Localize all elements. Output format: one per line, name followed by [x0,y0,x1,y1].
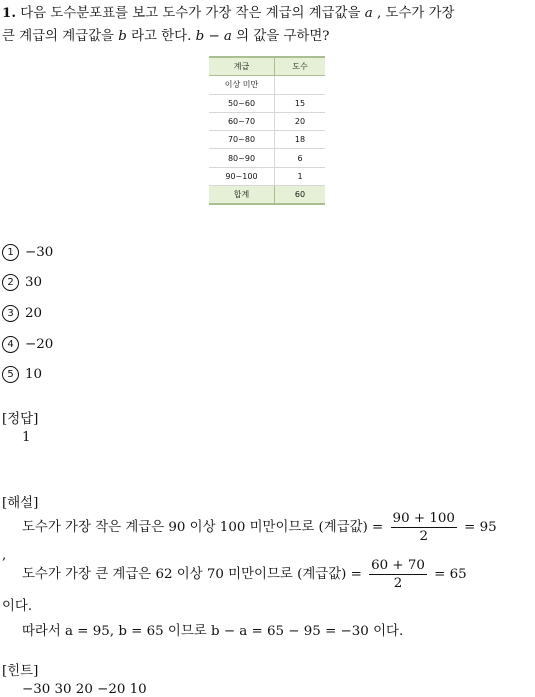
table-cell: 60~70 [209,112,275,130]
table-row [209,131,325,149]
explanation-result: = 95 [464,520,497,535]
table-header-frequency: 도수 [275,57,326,76]
table-cell: 50~60 [209,94,275,112]
expression-b-minus-a: b − a [195,29,232,44]
choice-text: 20 [25,306,43,321]
choice-text: −20 [25,337,54,352]
question-text [2,2,533,48]
explanation-text: 도수가 가장 작은 계급은 90 이상 100 미만이므로 (계급값) = [22,520,384,535]
table-row [209,112,325,130]
choice-text: 30 [25,275,43,290]
choice-3[interactable] [2,305,42,322]
variable-b: b [118,29,127,44]
table-cell: 90~100 [209,167,275,185]
question-line1-text: 다음 도수분포표를 보고 도수가 가장 작은 계급의 계급값을 [20,6,365,21]
table-row [209,167,325,185]
explanation-comma: , [2,548,7,563]
fraction-denominator: 2 [419,529,428,544]
table-header-class: 계급 [209,57,275,76]
choice-number-icon: 1 [2,244,19,261]
table-total-label: 합계 [209,186,275,205]
table-row [209,76,325,94]
table-cell: 1 [275,167,326,185]
explanation-line-3: 따라서 a = 95, b = 65 이므로 b − a = 65 − 95 = −30 이다. [22,624,404,639]
explanation-line-2-end: 이다. [2,599,33,614]
explanation-label: [해설] [2,496,39,511]
table-total-row [209,186,325,205]
explanation-text: 도수가 가장 큰 계급은 62 이상 70 미만이므로 (계급값) = [22,567,362,582]
choice-2[interactable] [2,274,42,291]
choice-number-icon: 2 [2,274,19,291]
table-cell: 18 [275,131,326,149]
table-cell: 80~90 [209,149,275,167]
table-cell: 70~80 [209,131,275,149]
choice-1[interactable] [2,244,53,261]
table-total-value: 60 [275,186,326,205]
table-cell: 15 [275,94,326,112]
table-row [209,149,325,167]
choice-number-icon: 4 [2,336,19,353]
fraction-numerator: 90 + 100 [392,511,455,526]
hint-label: [힌트] [2,664,39,679]
question-line1-tail: , 도수가 가장 [372,6,455,21]
table-cell: 이상 미만 [209,76,275,94]
answer-value: 1 [22,430,31,445]
question-line2-mid: 라고 한다. [126,29,196,44]
table-cell [275,76,326,94]
choice-5[interactable] [2,366,42,383]
table-header-row [209,57,325,76]
question-line2-text: 큰 계급의 계급값을 [2,29,119,44]
explanation-line-1 [22,510,497,545]
table-cell: 20 [275,112,326,130]
choice-number-icon: 5 [2,366,19,383]
fraction [369,557,427,592]
variable-a: a [364,6,373,21]
choice-number-icon: 3 [2,305,19,322]
question-number: 1. [2,5,16,21]
hint-value: −30 30 20 −20 10 [22,682,147,697]
choice-text: −30 [25,245,54,260]
explanation-result: = 65 [434,567,467,582]
table-cell: 6 [275,149,326,167]
explanation-line-2 [22,557,467,592]
choice-4[interactable] [2,336,53,353]
fraction [391,510,457,545]
frequency-table [209,56,325,205]
table-row [209,94,325,112]
fraction-denominator: 2 [393,576,403,591]
fraction-numerator: 60 + 70 [371,558,425,573]
question-line2-tail: 의 값을 구하면? [231,29,330,44]
answer-label: [정답] [2,412,39,427]
choice-text: 10 [25,367,43,382]
